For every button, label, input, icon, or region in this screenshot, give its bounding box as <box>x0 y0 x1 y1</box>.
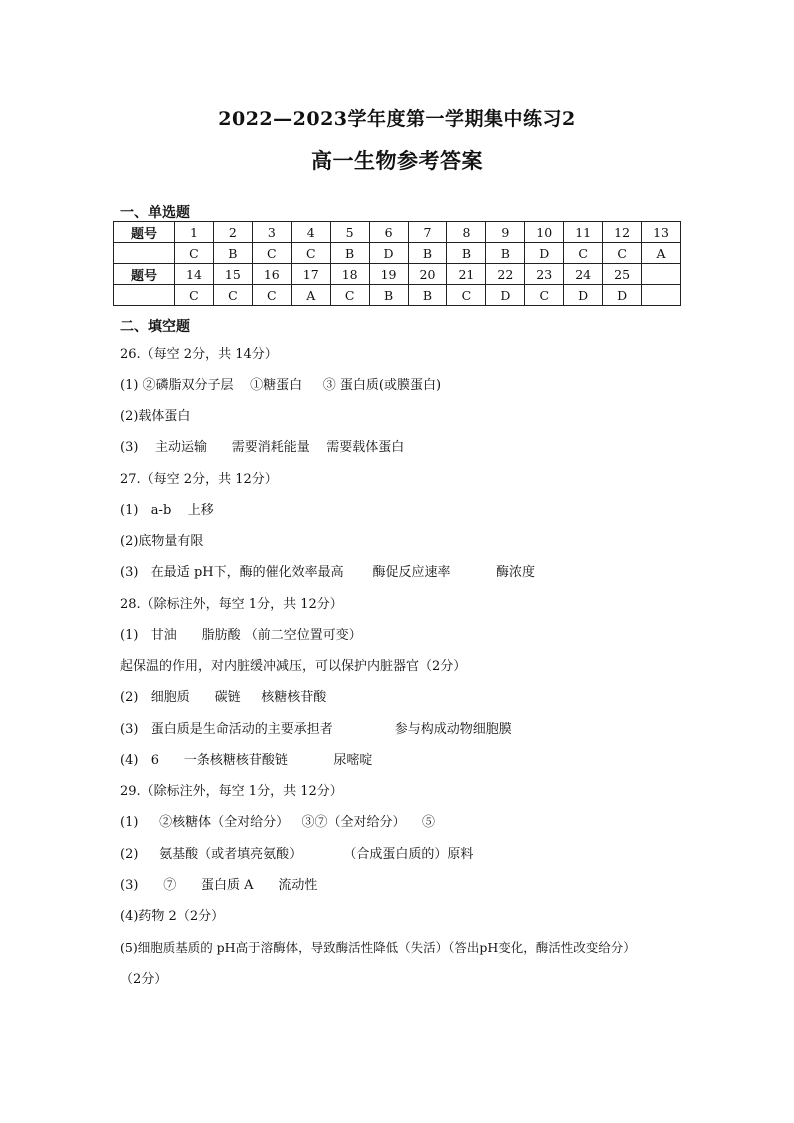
question-number: 16 <box>252 264 291 285</box>
answer-line: (2) 细胞质 碳链 核糖核苷酸 <box>120 690 327 705</box>
answer-cell: D <box>486 285 525 306</box>
answer-cell: C <box>213 285 252 306</box>
answer-cell: D <box>564 285 603 306</box>
question-number: 5 <box>330 222 369 243</box>
answer-cell: C <box>564 243 603 264</box>
question-number: 19 <box>369 264 408 285</box>
answer-line: (1) 甘油 脂肪酸 （前二空位置可变） <box>120 628 362 643</box>
answer-cell: C <box>447 285 486 306</box>
answer-cell: C <box>252 243 291 264</box>
answer-cell: D <box>603 285 642 306</box>
question-number: 3 <box>252 222 291 243</box>
answer-cell: C <box>330 285 369 306</box>
answer-cell: B <box>369 285 408 306</box>
question-number: 21 <box>447 264 486 285</box>
answer-cell: C <box>525 285 564 306</box>
table-row-numbers-1 <box>114 222 681 243</box>
answer-cell: C <box>175 285 214 306</box>
table-header-cell: 题号 <box>114 222 175 243</box>
table-row-answers-2 <box>114 285 681 306</box>
answer-cell: B <box>447 243 486 264</box>
table-row-answers-1 <box>114 243 681 264</box>
question-number: 9 <box>486 222 525 243</box>
answer-cell: C <box>603 243 642 264</box>
question-number: 4 <box>291 222 330 243</box>
answer-cell: C <box>252 285 291 306</box>
table-blank-cell <box>114 285 175 306</box>
answer-line: (3) 蛋白质是生命活动的主要承担者 参与构成动物细胞膜 <box>120 722 512 737</box>
answer-cell: D <box>369 243 408 264</box>
question-number: 11 <box>564 222 603 243</box>
page-title: 2022—2023学年度第一学期集中练习2 <box>218 108 576 130</box>
page-subtitle: 高一生物参考答案 <box>311 148 483 173</box>
question-number: 20 <box>408 264 447 285</box>
question-number: 8 <box>447 222 486 243</box>
answer-line: (1) ②磷脂双分子层 ①糖蛋白 ③ 蛋白质(或膜蛋白) <box>120 378 442 393</box>
answer-cell: D <box>525 243 564 264</box>
answer-line: (2)载体蛋白 <box>120 409 191 424</box>
question-number: 13 <box>642 222 681 243</box>
answer-cell <box>642 285 681 306</box>
answer-cell: B <box>408 243 447 264</box>
question-number: 7 <box>408 222 447 243</box>
answer-line: 起保温的作用，对内脏缓冲减压，可以保护内脏器官（2分） <box>120 659 467 674</box>
answer-cell: B <box>213 243 252 264</box>
answer-line: 26.（每空 2分，共 14分） <box>120 347 278 362</box>
answer-cell: B <box>330 243 369 264</box>
answer-line: (4) 6 一条核糖核苷酸链 尿嘧啶 <box>120 753 373 768</box>
section-heading-single-choice: 一、单选题 <box>120 205 190 221</box>
question-number: 15 <box>213 264 252 285</box>
question-number: 2 <box>213 222 252 243</box>
question-number: 17 <box>291 264 330 285</box>
answer-line: (3) ⑦ 蛋白质 A 流动性 <box>120 878 318 893</box>
answer-line: (1) ②核糖体（全对给分） ③⑦（全对给分） ⑤ <box>120 815 436 830</box>
question-number: 24 <box>564 264 603 285</box>
table-row-numbers-2 <box>114 264 681 285</box>
question-number: 1 <box>175 222 214 243</box>
answer-line: 27.（每空 2分，共 12分） <box>120 472 278 487</box>
answer-line: 28.（除标注外，每空 1分，共 12分） <box>120 597 343 612</box>
question-number: 6 <box>369 222 408 243</box>
table-header-cell: 题号 <box>114 264 175 285</box>
question-number: 23 <box>525 264 564 285</box>
answer-line: (5)细胞质基质的 pH高于溶酶体，导致酶活性降低（失活）（答出pH变化，酶活性改变给分） <box>120 940 636 955</box>
answer-line: (3) 主动运输 需要消耗能量 需要载体蛋白 <box>120 440 405 455</box>
answer-line: (4)药物 2（2分） <box>120 909 225 924</box>
answer-line: 29.（除标注外，每空 1分，共 12分） <box>120 784 343 799</box>
question-number: 22 <box>486 264 525 285</box>
answer-cell: B <box>486 243 525 264</box>
answer-cell: A <box>642 243 681 264</box>
answer-cell: B <box>408 285 447 306</box>
question-number: 14 <box>175 264 214 285</box>
table-blank-cell <box>114 243 175 264</box>
answer-line: (2)底物量有限 <box>120 534 204 549</box>
answer-line: (3) 在最适 pH下，酶的催化效率最高 酶促反应速率 酶浓度 <box>120 565 535 580</box>
answer-cell: A <box>291 285 330 306</box>
answer-line: （2分） <box>120 972 168 987</box>
answer-table <box>113 221 681 306</box>
answer-line: (1) a-b 上移 <box>120 503 214 518</box>
question-number: 25 <box>603 264 642 285</box>
answer-cell: C <box>291 243 330 264</box>
answer-cell: C <box>175 243 214 264</box>
answer-line: (2) 氨基酸（或者填亮氨酸） （合成蛋白质的）原料 <box>120 847 474 862</box>
question-number: 18 <box>330 264 369 285</box>
question-number <box>642 264 681 285</box>
section-heading-fill-in: 二、填空题 <box>120 319 190 335</box>
question-number: 10 <box>525 222 564 243</box>
question-number: 12 <box>603 222 642 243</box>
